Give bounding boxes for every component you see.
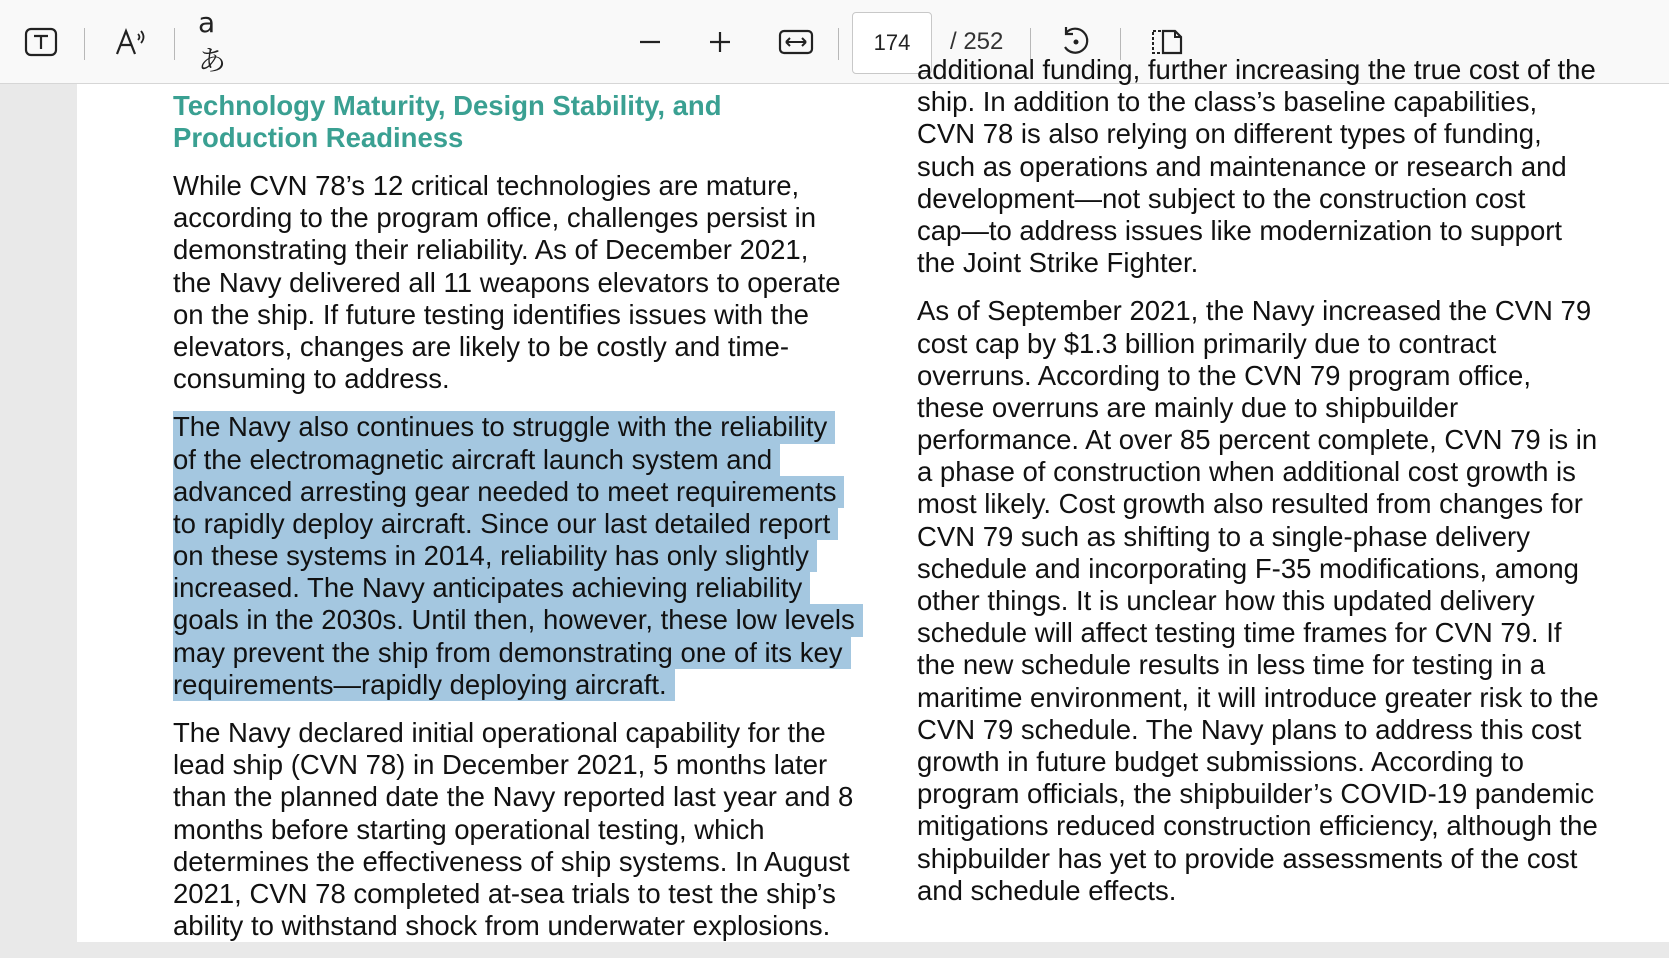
- text-line: lead ship (CVN 78) in December 2021, 5 months later: [173, 749, 828, 781]
- toolbar-divider: [174, 28, 175, 60]
- text-line: these overruns are mainly due to shipbuilder: [917, 391, 1459, 423]
- text-line: schedule will affect testing time frames for CVN 79. If: [917, 617, 1562, 649]
- text-line: such as operations and maintenance or research and: [917, 150, 1567, 182]
- text-line: additional funding, further increasing the true cost of the: [917, 54, 1596, 85]
- text-line: While CVN 78’s 12 critical technologies are mature,: [173, 170, 800, 201]
- text-line: other things. It is unclear how this updated delivery: [917, 585, 1535, 616]
- text-line: mitigations reduced construction efficiency, although the: [917, 810, 1598, 842]
- text-line: As of September 2021, the Navy increased the CVN 79: [917, 295, 1592, 327]
- toolbar-divider: [838, 28, 839, 60]
- selected-text-line[interactable]: on these systems in 2014, reliability has only slightly: [173, 540, 817, 572]
- text-line: The Navy declared initial operational capability for the: [173, 717, 826, 748]
- pdf-page: [77, 54, 1669, 942]
- selected-text-line[interactable]: may prevent the ship from demonstrating one of its key: [173, 637, 851, 669]
- paragraph: [917, 54, 1637, 279]
- heading-line: Technology Maturity, Design Stability, and: [173, 90, 722, 121]
- highlighted-paragraph[interactable]: [173, 411, 893, 701]
- right-column: [917, 54, 1637, 923]
- selected-text-line[interactable]: increased. The Navy anticipates achieving reliability: [173, 572, 810, 604]
- translate-icon[interactable]: aあ: [198, 5, 227, 77]
- text-line: the Joint Strike Fighter.: [917, 247, 1199, 279]
- paragraph: [917, 295, 1637, 907]
- text-line: cost cap by $1.3 billion primarily due to contract: [917, 327, 1497, 359]
- text-line: ship. In addition to the class’s baseline capabilities,: [917, 86, 1538, 118]
- text-line: determines the effectiveness of ship systems. In August: [173, 845, 850, 877]
- left-column: [173, 84, 893, 958]
- text-line: development—not subject to the construction cost: [917, 182, 1526, 214]
- text-line: CVN 78 is also relying on different types of funding,: [917, 118, 1542, 150]
- page-total-label: / 252: [950, 28, 1004, 55]
- text-line: elevators, changes are likely to be costly and time-: [173, 330, 789, 362]
- section-heading: [173, 90, 893, 154]
- selected-text-line[interactable]: The Navy also continues to struggle with the reliability: [173, 411, 835, 443]
- document-viewport[interactable]: [0, 54, 1669, 942]
- selected-text-line[interactable]: to rapidly deploy aircraft. Since our last detailed report: [173, 508, 838, 540]
- selected-text-line[interactable]: requirements—rapidly deploying aircraft.: [173, 669, 675, 701]
- selected-text-line[interactable]: of the electromagnetic aircraft launch system and: [173, 444, 780, 476]
- text-line: consuming to address.: [173, 363, 450, 395]
- read-aloud-icon[interactable]: [112, 18, 152, 66]
- text-line: the Navy delivered all 11 weapons elevators to operate: [173, 266, 841, 298]
- paragraph: [173, 170, 893, 395]
- text-line: the new schedule results in less time for testing in a: [917, 649, 1546, 681]
- text-line: cap—to address issues like modernization to support: [917, 214, 1563, 246]
- text-line: on the ship. If future testing identifies issues with the: [173, 298, 809, 330]
- text-line: CVN 79 schedule. The Navy plans to address this cost: [917, 713, 1582, 745]
- text-line: most likely. Cost growth also resulted from changes for: [917, 488, 1583, 520]
- minus-icon[interactable]: [632, 18, 668, 66]
- text-line: CVN 79 such as shifting to a single-phase delivery: [917, 520, 1530, 552]
- text-line: ability to withstand shock from underwater explosions.: [173, 910, 831, 942]
- text-line: schedule and incorporating F-35 modifications, among: [917, 552, 1579, 584]
- text-line: a phase of construction when additional cost growth is: [917, 456, 1576, 488]
- text-line: growth in future budget submissions. According to: [917, 745, 1524, 777]
- text-line: overruns. According to the CVN 79 program office,: [917, 359, 1531, 391]
- fit-width-icon[interactable]: [774, 18, 818, 66]
- text-line: program officials, the shipbuilder’s COVID-19 pandemic: [917, 778, 1595, 810]
- text-line: according to the program office, challenges persist in: [173, 202, 817, 234]
- text-line: months before starting operational testing, which: [173, 813, 765, 845]
- text-line: 2021, CVN 78 completed at-sea trials to test the ship’s: [173, 877, 836, 909]
- text-line: and schedule effects.: [917, 874, 1177, 906]
- text-line: shipbuilder has yet to provide assessments of the cost: [917, 842, 1578, 874]
- paragraph: [173, 717, 893, 942]
- text-line: demonstrating their reliability. As of December 2021,: [173, 234, 809, 266]
- text-line: performance. At over 85 percent complete, CVN 79 is in: [917, 424, 1598, 456]
- selected-text-line[interactable]: advanced arresting gear needed to meet requirements: [173, 476, 844, 508]
- text-line: than the planned date the Navy reported last year and 8: [173, 781, 854, 813]
- heading-line: Production Readiness: [173, 122, 464, 153]
- toolbar-divider: [84, 28, 85, 60]
- text-box-icon[interactable]: [20, 18, 62, 66]
- page-number-input[interactable]: 174: [852, 12, 932, 74]
- selected-text-line[interactable]: goals in the 2030s. Until then, however, these low levels: [173, 604, 863, 636]
- text-line: maritime environment, it will introduce greater risk to the: [917, 681, 1599, 713]
- plus-icon[interactable]: [702, 18, 738, 66]
